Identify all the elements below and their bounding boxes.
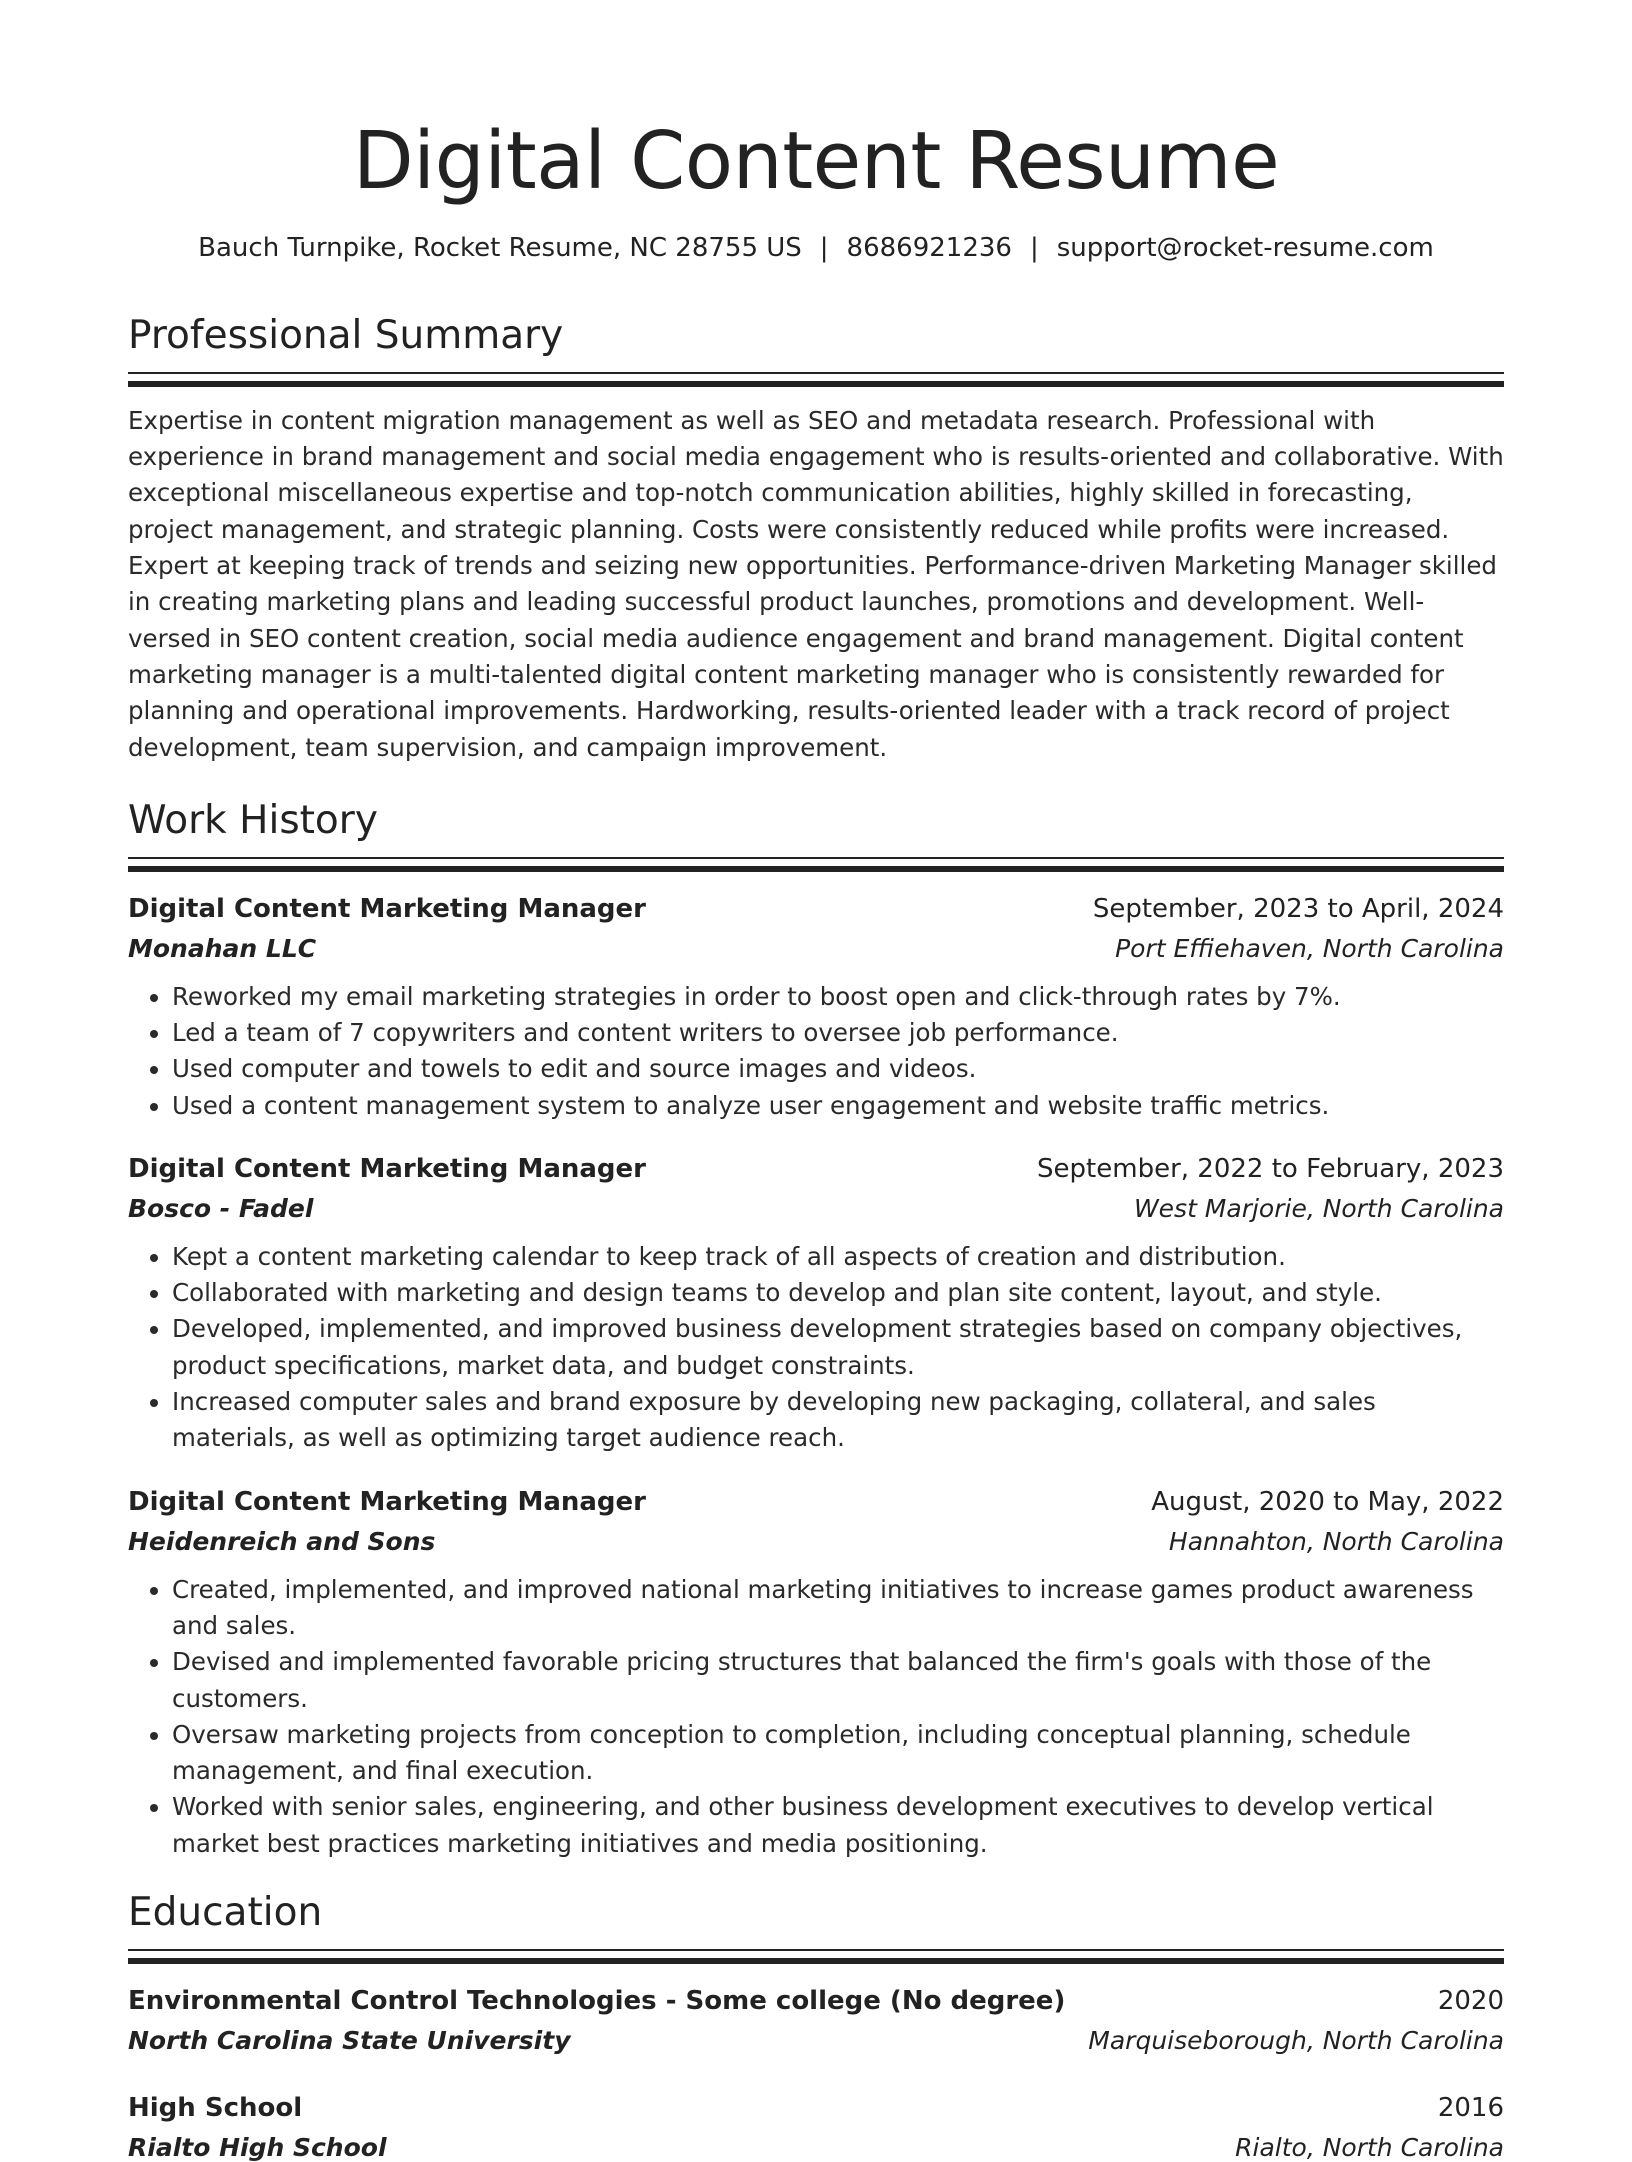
job-company: Bosco - Fadel <box>128 1193 314 1223</box>
education-school: North Carolina State University <box>128 2025 571 2055</box>
job-entry <box>128 1154 1504 1457</box>
job-entry <box>128 1487 1504 1862</box>
section-heading-education: Education <box>128 1890 323 1936</box>
job-bullet: • Developed, implemented, and improved business development strategies based on company objectives, product specifications, market data, and budget constraints. <box>172 1311 1504 1384</box>
education-section <box>128 1892 1504 2162</box>
job-title: Digital Content Marketing Manager <box>128 1486 646 1517</box>
job-entry <box>128 894 1504 1124</box>
job-bullet: • Increased computer sales and brand exposure by developing new packaging, collateral, and sales materials, as well as optimizing target audience reach. <box>172 1384 1504 1457</box>
job-bullet: • Collaborated with marketing and design teams to develop and plan site content, layout, and style. <box>172 1275 1504 1311</box>
job-company: Monahan LLC <box>128 933 317 963</box>
summary-text: Expertise in content migration management as well as SEO and metadata research. Professional with experience in brand management and social media engagement who is results-oriented and collaborative. With exceptional miscellaneous expertise and top-notch communication abilities, highly skilled in forecasting, project management, and strategic planning. Costs were consistently reduced while profits were increased. Expert at keeping track of trends and seizing new opportunities. Performance-driven Marketing Manager skilled in creating marketing plans and leading successful product launches, promotions and development. Well-versed in SEO content creation, social media audience engagement and brand management. Digital content marketing manager is a multi-talented digital content marketing manager who is consistently rewarded for planning and operational improvements. Hardworking, results-oriented leader with a track record of project development, team supervision, and campaign improvement. <box>128 405 1504 762</box>
summary-section <box>128 312 1504 766</box>
job-bullet: • Created, implemented, and improved national marketing initiatives to increase games product awareness and sales. <box>172 1572 1504 1645</box>
job-title: Digital Content Marketing Manager <box>128 1153 646 1184</box>
job-bullet: • Kept a content marketing calendar to keep track of all aspects of creation and distribution. <box>172 1239 1504 1275</box>
education-location: Marquiseborough, North Carolina <box>1088 2025 1504 2055</box>
resume-title: Digital Content Resume <box>352 115 1280 207</box>
job-dates: September, 2023 to April, 2024 <box>1092 893 1504 924</box>
contact-email: support@rocket-resume.com <box>1056 232 1434 263</box>
education-entry <box>128 2093 1504 2162</box>
job-dates: September, 2022 to February, 2023 <box>1037 1153 1504 1184</box>
section-divider <box>128 372 1504 385</box>
job-bullet: • Led a team of 7 copywriters and content writers to oversee job performance. <box>172 1015 1504 1051</box>
education-degree: High School <box>128 2092 303 2123</box>
contact-line <box>128 233 1504 263</box>
section-divider <box>128 1949 1504 1962</box>
job-location: West Marjorie, North Carolina <box>1133 1193 1504 1223</box>
job-company: Heidenreich and Sons <box>128 1526 436 1556</box>
job-location: Hannahton, North Carolina <box>1168 1526 1504 1556</box>
job-bullet: • Devised and implemented favorable pricing structures that balanced the firm's goals with those of the customers. <box>172 1644 1504 1717</box>
education-location: Rialto, North Carolina <box>1235 2132 1504 2162</box>
job-bullets <box>128 1239 1504 1457</box>
education-year: 2016 <box>1437 2092 1504 2123</box>
section-heading-summary: Professional Summary <box>128 312 564 358</box>
section-heading-work-history: Work History <box>128 797 378 843</box>
contact-separator: | <box>1029 232 1039 263</box>
education-degree: Environmental Control Technologies - Some college (No degree) <box>128 1985 1066 2016</box>
section-divider <box>128 857 1504 870</box>
job-title: Digital Content Marketing Manager <box>128 893 646 924</box>
job-bullet: • Reworked my email marketing strategies in order to boost open and click-through rates by 7%. <box>172 979 1504 1015</box>
contact-address: Bauch Turnpike, Rocket Resume, NC 28755 US <box>198 232 802 263</box>
job-bullets <box>128 1572 1504 1862</box>
job-bullet: • Used computer and towels to edit and source images and videos. <box>172 1051 1504 1087</box>
work-history-section <box>128 797 1504 1862</box>
education-school: Rialto High School <box>128 2132 387 2162</box>
education-year: 2020 <box>1437 1985 1504 2016</box>
job-bullet: • Oversaw marketing projects from conception to completion, including conceptual planning, schedule management, and final execution. <box>172 1717 1504 1790</box>
contact-phone: 8686921236 <box>846 232 1012 263</box>
education-entry <box>128 1986 1504 2055</box>
job-location: Port Effiehaven, North Carolina <box>1115 933 1504 963</box>
contact-separator: | <box>819 232 829 263</box>
job-bullets <box>128 979 1504 1124</box>
job-dates: August, 2020 to May, 2022 <box>1151 1486 1504 1517</box>
job-bullet: • Used a content management system to analyze user engagement and website traffic metrics. <box>172 1088 1504 1124</box>
job-bullet: • Worked with senior sales, engineering, and other business development executives to develop vertical market best practices marketing initiatives and media positioning. <box>172 1789 1504 1862</box>
